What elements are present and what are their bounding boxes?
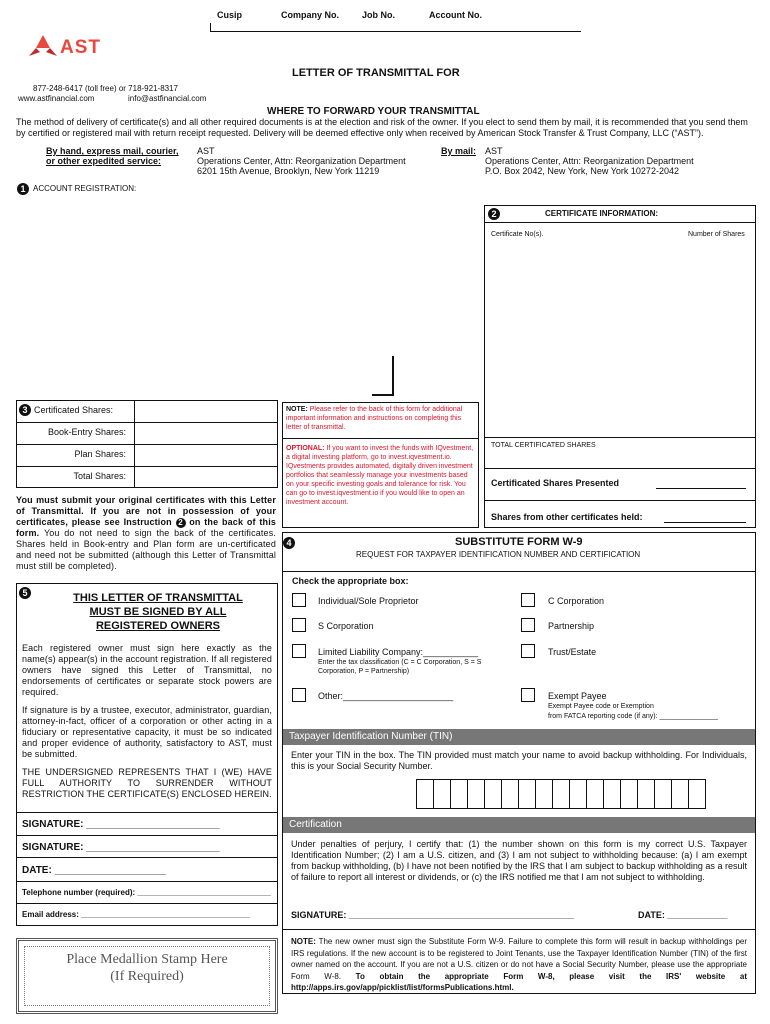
llc-label: Limited Liability Company:___________ <box>318 647 479 657</box>
individual-checkbox[interactable] <box>292 593 306 607</box>
mail-label: By mail: <box>441 146 477 156</box>
exempt-payee-checkbox[interactable] <box>521 688 535 702</box>
ast-logo-icon <box>28 34 58 58</box>
book-entry-shares-label: Book-Entry Shares: <box>47 427 126 437</box>
section-5-number: 5 <box>19 587 31 599</box>
signature-title-1: THIS LETTER OF TRANSMITTAL <box>73 592 243 604</box>
exempt-note-1: Exempt Payee code or Exemption <box>548 703 654 710</box>
signature-date-line[interactable]: DATE: ____________________ <box>22 865 166 876</box>
mail-line2: P.O. Box 2042, New York, New York 10272-2042 <box>485 166 679 176</box>
tin-header: Taxpayer Identification Number (TIN) <box>283 729 755 745</box>
s-corporation-checkbox[interactable] <box>292 618 306 632</box>
signature-title-2: MUST BE SIGNED BY ALL <box>89 606 227 618</box>
cert-other-divider <box>484 500 756 501</box>
w9-subtitle: REQUEST FOR TAXPAYER IDENTIFICATION NUMBER AND CERTIFICATION <box>356 550 641 559</box>
hand-delivery-label-1: By hand, express mail, courier, <box>46 146 179 156</box>
section-4-number: 4 <box>283 537 295 549</box>
certificated-presented-label: Certificated Shares Presented <box>491 478 620 488</box>
account-registration-label: ACCOUNT REGISTRATION: <box>33 184 137 193</box>
top-id-box <box>210 23 581 32</box>
cert-header-divider <box>484 222 756 223</box>
other-certificates-field[interactable] <box>664 522 746 523</box>
submit-instructions: You must submit your original certificates with this Letter of Transmittal. If you are not in possession of your certificates, please see Instruction 2 on the back of this form. You do not need to sign the back of the certificates. Shares held in Book-entry and Plan form are un-certificated and need not be submitted (although this Letter of Transmittal must still be completed). <box>16 495 276 571</box>
medallion-stamp-text-2: (If Required) <box>110 969 184 984</box>
forward-body: The method of delivery of certificate(s) and all other required documents is at the election and risk of the owner. If you elect to send them by mail, it is recommended that you send them by certified or registered mail with return receipt requested. Delivery will be deemed effective only when received by American Stock Transfer & Trust Company, LLC (“AST”). <box>16 117 748 138</box>
mail-line1: Operations Center, Attn: Reorganization Department <box>485 156 694 166</box>
hand-name: AST <box>197 146 215 156</box>
job-no-label: Job No. <box>362 10 395 20</box>
note-text: NOTE: Please refer to the back of this form for additional important information and instructions on completing this letter of transmittal. <box>286 406 463 431</box>
certification-header: Certification <box>283 817 755 833</box>
llc-note: Enter the tax classification (C = C Corporation, S = S Corporation, P = Partnership) <box>318 659 482 675</box>
signature-para-1: Each registered owner must sign here exactly as the name(s) appear(s) in the account registration. If all registered owners have signed this Letter of Transmittal, no endorsements of certificates or separate stock powers are required. <box>22 643 273 697</box>
w9-title: SUBSTITUTE FORM W-9 <box>455 536 583 548</box>
registration-corner-mark <box>372 356 394 396</box>
hand-line2: 6201 15th Avenue, Brooklyn, New York 11219 <box>197 166 380 176</box>
c-corporation-checkbox[interactable] <box>521 593 535 607</box>
total-certificated-label: TOTAL CERTIFICATED SHARES <box>491 442 596 449</box>
total-shares-label: Total Shares: <box>73 471 126 481</box>
exempt-payee-label: Exempt Payee <box>548 691 607 701</box>
signature-title-3: REGISTERED OWNERS <box>95 620 221 632</box>
cert-total-divider <box>484 437 756 438</box>
other-checkbox[interactable] <box>292 688 306 702</box>
certificated-shares-input[interactable] <box>136 402 276 421</box>
certificate-info-label: CERTIFICATE INFORMATION: <box>545 209 659 218</box>
plan-shares-label: Plan Shares: <box>74 449 126 459</box>
other-certificates-label: Shares from other certificates held: <box>491 512 643 522</box>
hand-delivery-label-2: or other expedited service: <box>46 156 162 166</box>
note-divider <box>282 438 479 439</box>
signature-para-3: THE UNDERSIGNED REPRESENTS THAT I (WE) HAVE FULL AUTHORITY TO SURRENDER WITHOUT RESTRICTION THE CERTIFICATE(S) ENCLOSED HEREIN. <box>22 767 272 799</box>
s-corporation-label: S Corporation <box>318 621 374 631</box>
exempt-note-2: from FATCA reporting code (if any): _______________ <box>548 713 718 720</box>
instruction-2-number: 2 <box>176 518 186 528</box>
email-line[interactable]: Email address: ______________________________________ <box>22 910 251 919</box>
cert-presented-divider <box>484 468 756 469</box>
signature-line-2[interactable]: SIGNATURE: ________________________ <box>22 842 220 853</box>
certificated-presented-field[interactable] <box>656 488 746 489</box>
account-no-label: Account No. <box>429 10 482 20</box>
hand-line1: Operations Center, Attn: Reorganization Department <box>197 156 406 166</box>
partnership-checkbox[interactable] <box>521 618 535 632</box>
medallion-stamp-text-1: Place Medallion Stamp Here <box>66 952 228 967</box>
total-shares-input[interactable] <box>136 468 276 487</box>
section-3-number: 3 <box>19 404 31 416</box>
section-1-number: 1 <box>17 183 29 195</box>
tin-instructions: Enter your TIN in the box. The TIN provided must match your name to avoid backup withholding. For Individuals, this is your Social Security Number. <box>291 750 747 771</box>
trust-label: Trust/Estate <box>548 647 597 657</box>
w9-signature-line[interactable]: SIGNATURE: _____________________________________________ <box>291 910 575 920</box>
signature-line-1[interactable]: SIGNATURE: ________________________ <box>22 819 220 830</box>
w9-divider <box>282 571 756 572</box>
certification-text: Under penalties of perjury, I certify that: (1) the number shown on this form is my correct U.S. Taxpayer Identification Number; (2) I am a U.S. citizen, and (3) I am not subject to withholding because: (a) I am exempt from backup withholding, (b) I have not been notified by the IRS that I am subject to backup withholding as a result of failure to report all interest or dividends, or (c) the IRS notified me that I am not subject to withholding. <box>291 839 747 882</box>
company-no-label: Company No. <box>281 10 340 20</box>
tin-input[interactable] <box>416 779 706 809</box>
llc-checkbox[interactable] <box>292 644 306 658</box>
signature-para-2: If signature is by a trustee, executor, administrator, guardian, attorney-in-fact, officer of a corporation or other acting in a fiduciary or representative capacity, it must be so indicated and proper evidence of authority, satisfactory to AST, must be submitted. <box>22 705 272 759</box>
contact-email[interactable]: info@astfinancial.com <box>128 94 207 103</box>
w9-note-divider <box>282 929 756 930</box>
page-title: LETTER OF TRANSMITTAL FOR <box>292 67 460 79</box>
optional-text: OPTIONAL: If you want to invest the funds with IQvestment, a digital investing platform, go to invest.iqvestment.io. IQvestments provides automated, digitally driven investment portfolios that seamlessly manage your investments based on your specific investing goals and tolerance for risk. You can go to invest.iqvestment.io if you would like to open an investment account. <box>286 445 474 506</box>
c-corporation-label: C Corporation <box>548 596 605 606</box>
cusip-label: Cusip <box>217 10 243 20</box>
number-of-shares-col: Number of Shares <box>688 231 745 238</box>
plan-shares-input[interactable] <box>136 446 276 465</box>
individual-label: Individual/Sole Proprietor <box>318 596 419 606</box>
certificated-shares-label: Certificated Shares: <box>34 405 114 415</box>
w9-note: NOTE: The new owner must sign the Substitute Form W-9. Failure to complete this form will result in backup withholdings per IRS regulations. If the new account is to be registered to Joint Tenants, use the Taxpayer Identification Number (TIN) of the first owner named on the account. If you are not a U.S. citizen or do not have a Social Security Number, please use the appropriate Form W-8. To obtain the appropriate Form W-8, please visit the IRS' website at http://apps.irs.gov/app/picklist/list/formsPublications.html. <box>291 937 747 992</box>
check-box-label: Check the appropriate box: <box>292 576 409 586</box>
other-label: Other:______________________ <box>318 691 454 701</box>
mail-name: AST <box>485 146 503 156</box>
contact-web[interactable]: www.astfinancial.com <box>18 94 95 103</box>
section-2-number: 2 <box>488 208 500 220</box>
w9-date-line[interactable]: DATE: ____________ <box>638 910 728 920</box>
telephone-line[interactable]: Telephone number (required): ______________________________ <box>22 888 271 897</box>
trust-checkbox[interactable] <box>521 644 535 658</box>
cert-number-col: Certificate No(s). <box>491 231 544 238</box>
book-entry-shares-input[interactable] <box>136 424 276 443</box>
contact-phone: 877-248-6417 (toll free) or 718-921-8317 <box>33 84 178 93</box>
forward-heading: WHERE TO FORWARD YOUR TRANSMITTAL <box>267 106 480 117</box>
ast-logo-text: AST <box>60 37 101 58</box>
partnership-label: Partnership <box>548 621 595 631</box>
ast-logo <box>28 34 58 63</box>
